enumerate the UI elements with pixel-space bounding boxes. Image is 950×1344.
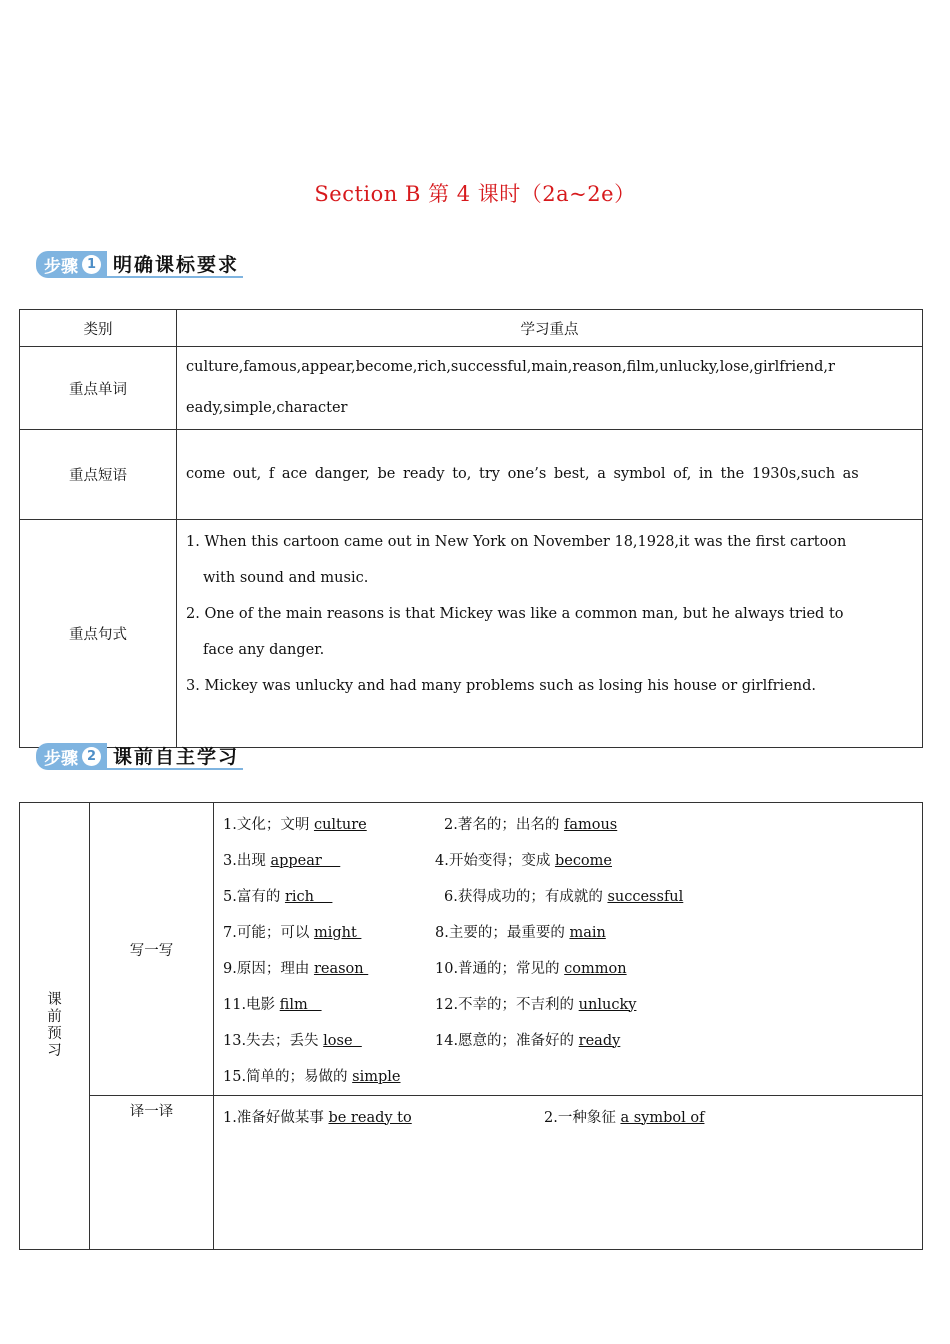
section-label-cell — [20, 803, 90, 1250]
step-badge-text: 步骤 — [44, 749, 78, 769]
step-number-icon: 2 — [82, 747, 101, 766]
step-badge — [36, 743, 107, 770]
write-list — [214, 803, 923, 1096]
answer: rich — [284, 888, 333, 905]
list-item: 7.可能；可以 might 8.主要的；最重要的 main — [223, 924, 606, 941]
answer: lose — [323, 1032, 362, 1049]
translate-list — [214, 1096, 923, 1250]
sentence-2-line-2: face any danger. — [203, 642, 325, 658]
answer: appear — [270, 852, 341, 869]
table-row-translate — [20, 1096, 923, 1250]
learning-goals-table — [19, 309, 923, 748]
row-label-words: 重点单词 — [20, 347, 177, 430]
words-line-1: culture,famous,appear,become,rich,successful,main,reason,film,unlucky,lose,girlfriend,r — [186, 359, 835, 375]
words-line-2: eady,simple,character — [186, 400, 348, 416]
list-item: 9.原因；理由 reason 10.普通的；常见的 common — [223, 960, 627, 977]
step-label: 明确课标要求 — [107, 251, 243, 278]
table-row-phrases — [20, 430, 923, 520]
answer: be ready to — [328, 1109, 412, 1126]
row-label-phrases: 重点短语 — [20, 430, 177, 520]
write-label: 写一写 — [90, 803, 214, 1096]
step-label: 课前自主学习 — [107, 743, 243, 770]
header-category: 类别 — [20, 310, 177, 347]
sentence-1-line-2: with sound and music. — [203, 570, 369, 586]
answer: might — [313, 924, 362, 941]
table-header-row — [20, 310, 923, 347]
translate-label: 译一译 — [90, 1096, 214, 1250]
answer: simple — [352, 1068, 401, 1085]
answer: main — [569, 924, 606, 941]
step-number-icon: 1 — [82, 255, 101, 274]
list-item: 1.文化；文明 culture 2.著名的；出名的 famous — [223, 816, 618, 833]
header-focus: 学习重点 — [177, 310, 923, 347]
sentence-1-line-1: 1. When this cartoon came out in New York on November 18,1928,it was the first cartoon — [186, 534, 847, 550]
table-row-sentences — [20, 520, 923, 748]
answer: successful — [607, 888, 684, 905]
table-row-write — [20, 803, 923, 1096]
list-item: 11.电影 film 12.不幸的；不吉利的 unlucky — [223, 996, 637, 1013]
list-item: 15.简单的；易做的 simple — [223, 1068, 401, 1085]
section-label: 课前预习 — [47, 992, 62, 1059]
answer: film — [279, 996, 322, 1013]
answer: a symbol of — [620, 1109, 705, 1126]
sentences-cell — [177, 520, 923, 748]
phrases-text: come out, f ace danger, be ready to, try one’s best, a symbol of, in the 1930s,such as — [186, 466, 859, 482]
row-label-sentences: 重点句式 — [20, 520, 177, 748]
step-badge-text: 步骤 — [44, 257, 78, 277]
answer: culture — [313, 816, 367, 833]
list-item: 1.准备好做某事 be ready to 2.一种象征 a symbol of — [223, 1109, 705, 1126]
step-badge — [36, 251, 107, 278]
answer: ready — [578, 1032, 621, 1049]
answer: famous — [563, 816, 618, 833]
answer: reason — [313, 960, 369, 977]
answer: common — [564, 960, 627, 977]
answer: unlucky — [578, 996, 637, 1013]
step-1-heading — [36, 251, 243, 278]
list-item: 5.富有的 rich 6.获得成功的；有成就的 successful — [223, 888, 684, 905]
words-cell — [177, 347, 923, 430]
sentence-3: 3. Mickey was unlucky and had many problems such as losing his house or girlfriend. — [186, 678, 816, 694]
sentence-2-line-1: 2. One of the main reasons is that Mickey was like a common man, but he always tried to — [186, 606, 844, 622]
page-title: Section B 第 4 课时（2a~2e） — [314, 182, 636, 206]
preview-table — [19, 802, 923, 1250]
answer: become — [554, 852, 612, 869]
list-item: 13.失去；丢失 lose 14.愿意的；准备好的 ready — [223, 1032, 621, 1049]
list-item: 3.出现 appear 4.开始变得；变成 become — [223, 852, 612, 869]
phrases-cell — [177, 430, 923, 520]
step-2-heading — [36, 743, 243, 770]
table-row-words — [20, 347, 923, 430]
